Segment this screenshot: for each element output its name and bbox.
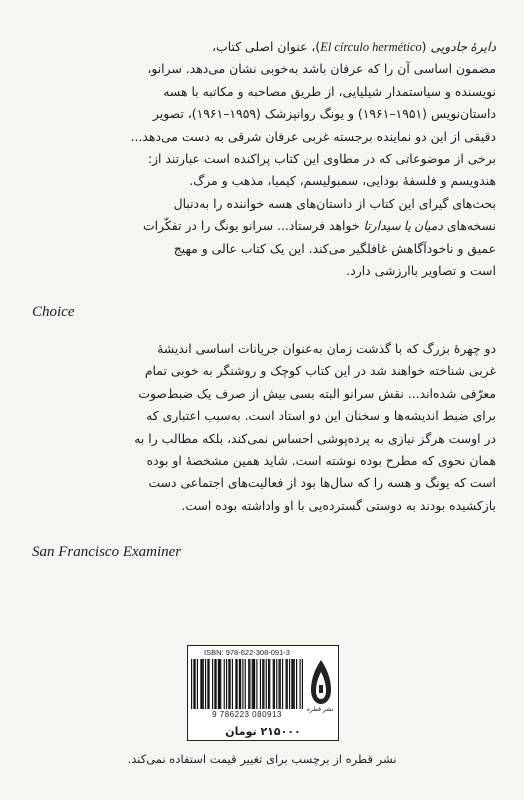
price-label: ۲۱۵۰۰۰ تومان: [225, 725, 301, 738]
review-line: هندویسم و فلسفهٔ بودایی، سمبولیسم، کیمیا، مذهب و مرگ.: [189, 173, 496, 189]
review-line: دقیقی از این دو نماینده برجسته غربی عرفان شرقی به دست می‌دهد...: [130, 128, 496, 144]
review-line: بازکشیده بودند به دوستی گسترده‌یی با او واداشته بوده است.: [181, 497, 496, 513]
review-line: مضمون اساسی آن را که عرفان باشد به‌خوبی نشان می‌دهد. سرانو،: [147, 61, 496, 77]
review-line: غربی شناخته خواهند شد در این کتاب کوچک و روشنگر به خوبی تمام: [144, 363, 496, 379]
review-line-rest: ، عنوان اصلی کتاب،: [212, 39, 316, 54]
review-line: معرّفی شده‌اند... نقش سرانو البته بسی بیش از صرف یک ضبط‌صوت: [138, 385, 496, 401]
barcode-icon: [191, 659, 303, 709]
publisher-logo-text: نشر قطره: [306, 706, 334, 713]
review-examiner-text: [30, 338, 496, 517]
title-spanish: El círculo hermético: [320, 40, 422, 54]
review-line: همان نحوی که مطرح بوده نوشته است. شاید همین مشخصهٔ او بوده: [146, 453, 496, 469]
barcode-number: 9 786223 080913: [212, 710, 282, 719]
title-persian-italic: دایرهٔ جادویی: [430, 40, 496, 54]
price-notice: نشر قطره از برچسب برای تغییر قیمت استفاده نمی‌کند.: [127, 752, 397, 766]
review-source-examiner: San Francisco Examiner: [32, 544, 182, 560]
novel-titles-italic: دمیان یا سیدارتا: [363, 219, 443, 234]
review-line: داستان‌نویس (۱۹۵۱–۱۹۶۱) و یونگ روانپزشک (۱۹۵۹–۱۹۶۱)، تصویر: [152, 106, 496, 122]
review-line-part: نسخه‌های: [442, 218, 496, 234]
review-line: است که یونگ و هسه را که سال‌ها بود از فعالیت‌های اجتماعی دست: [148, 475, 496, 491]
review-line: بحث‌های گیرای این کتاب از داستان‌های هسه خواننده را به‌دنبال: [173, 195, 496, 211]
review-line: است و تصاویر باارزشی دارد.: [346, 263, 496, 279]
review-line: دو چهرهٔ بزرگ که با گذشت زمان به‌عنوان جریانات اساسی اندیشهٔ: [157, 341, 496, 356]
review-line: در اوست هرگز نیازی به پرده‌پوشی احساس نمی‌کند، بلکه مطالب را به: [134, 430, 496, 446]
review-line: برای ضبط اندیشه‌ها و سخنان این دو استاد است. به‌سبب اعتباری که: [146, 408, 496, 424]
review-line: دایرهٔ جادویی (El círculo hermético)، عنوان اصلی کتاب،: [212, 39, 496, 54]
isbn-label: ISBN: 978-622-308-091-3: [204, 648, 290, 657]
review-line: [30, 215, 496, 237]
review-line: نویسنده و سیاستمدار شیلیایی، از طریق مصاحبه و مکاتبه با هسه: [163, 83, 496, 99]
publisher-logo-icon: [308, 658, 334, 706]
review-line: برخی از موضوعاتی که در مطاوی این کتاب پراکنده است عبارتند از:: [147, 151, 496, 167]
review-choice-text: [30, 36, 496, 282]
review-source-choice: Choice: [32, 304, 75, 320]
review-line: عمیق و ناخودآگاهش غافلگیر می‌کند. این یک کتاب عالی و مهیج: [173, 240, 496, 256]
review-line-part: خواهد فرستاد... سرانو یونگ را در تفکّرات: [143, 218, 364, 234]
barcode-block: [187, 645, 339, 741]
